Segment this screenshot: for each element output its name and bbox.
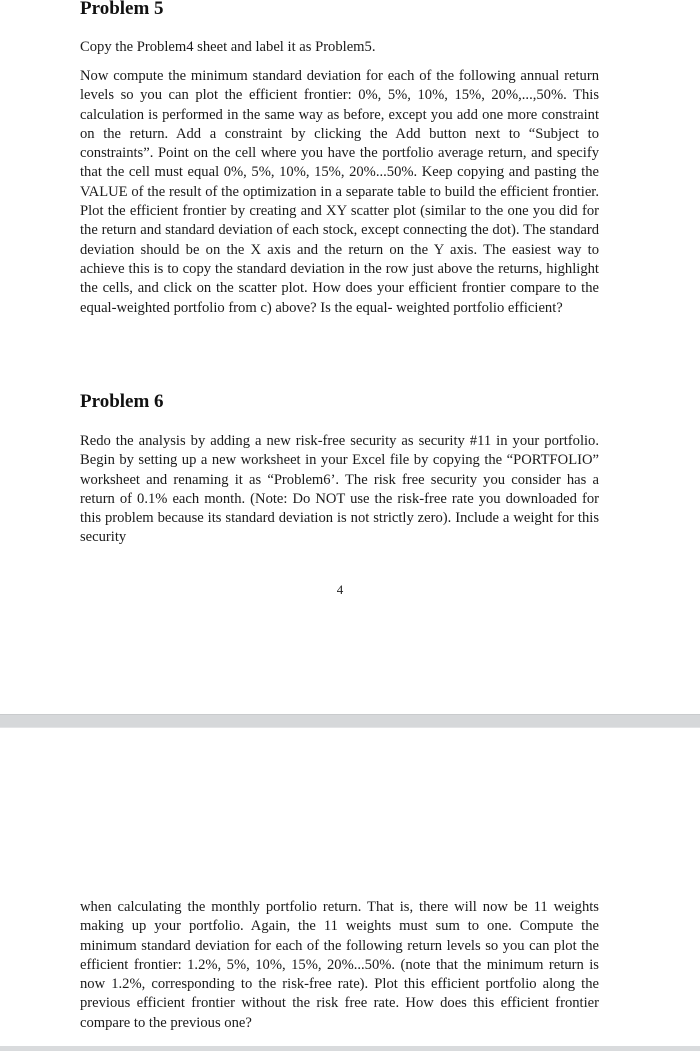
problem-5-paragraph-2: Now compute the minimum standard deviation for each of the following annual return levels so you can plot the efficient frontier: 0%, 5%, 10%, 15%, 20%,...,50%. This calculation is performed in the same way as before, except you add one more constraint on the return. Add a constraint by clicking the Add button next to “Subject to constraints”. Point on the cell where you have the portfolio average return, and specify that the cell must equal 0%, 5%, 10%, 15%, 20%...50%. Keep copying and pasting the VALUE of the result of the optimization in a separate table to build the efficient frontier. Plot the efficient frontier by creating and XY scatter plot (similar to the one you did for the return and standard deviation of each stock, except connecting the dot). The standard deviation should be on the X axis and the return on the Y axis. The easiest way to achieve this is to copy the standard deviation in the row just above the returns, highlight the cells, and click on the scatter plot. How does your efficient frontier compare to the equal-weighted portfolio from c) above? Is the equal- weighted portfolio efficient? xyxy=(80,68,599,316)
viewer-bottom-edge xyxy=(0,1046,700,1051)
problem-6-paragraph-1: Redo the analysis by adding a new risk-free security as security #11 in your portfolio. Begin by setting up a new worksheet in your Excel file by copying the “PORTFOLIO” worksheet and renaming it as “Problem6’. The risk free security you consider has a return of 0.1% each month. (Note: Do NOT use the risk-free rate you downloaded for this problem because its standard deviation is not strictly zero). Include a weight for this security xyxy=(80,433,599,546)
problem-6-continuation-paragraph: when calculating the monthly portfolio return. That is, there will now be 11 weights making up your portfolio. Again, the 11 weights must sum to one. Compute the minimum standard deviation for each of the following return levels so you can plot the efficient frontier: 1.2%, 5%, 10%, 15%, 20%...50%. (note that the minimum return is now 1.2%, corresponding to the risk-free rate). Plot this efficient portfolio along the previous efficient frontier without the risk free rate. How does this efficient frontier compare to the previous one? xyxy=(80,899,599,1031)
document-page-2 xyxy=(0,728,700,1051)
page-separator xyxy=(0,714,700,728)
page-number: 4 xyxy=(336,582,344,597)
problem-5-paragraph-1: Copy the Problem4 sheet and label it as Problem5. xyxy=(80,39,376,55)
problem-5-heading: Problem 5 xyxy=(80,0,164,19)
problem-6-heading: Problem 6 xyxy=(80,391,164,412)
